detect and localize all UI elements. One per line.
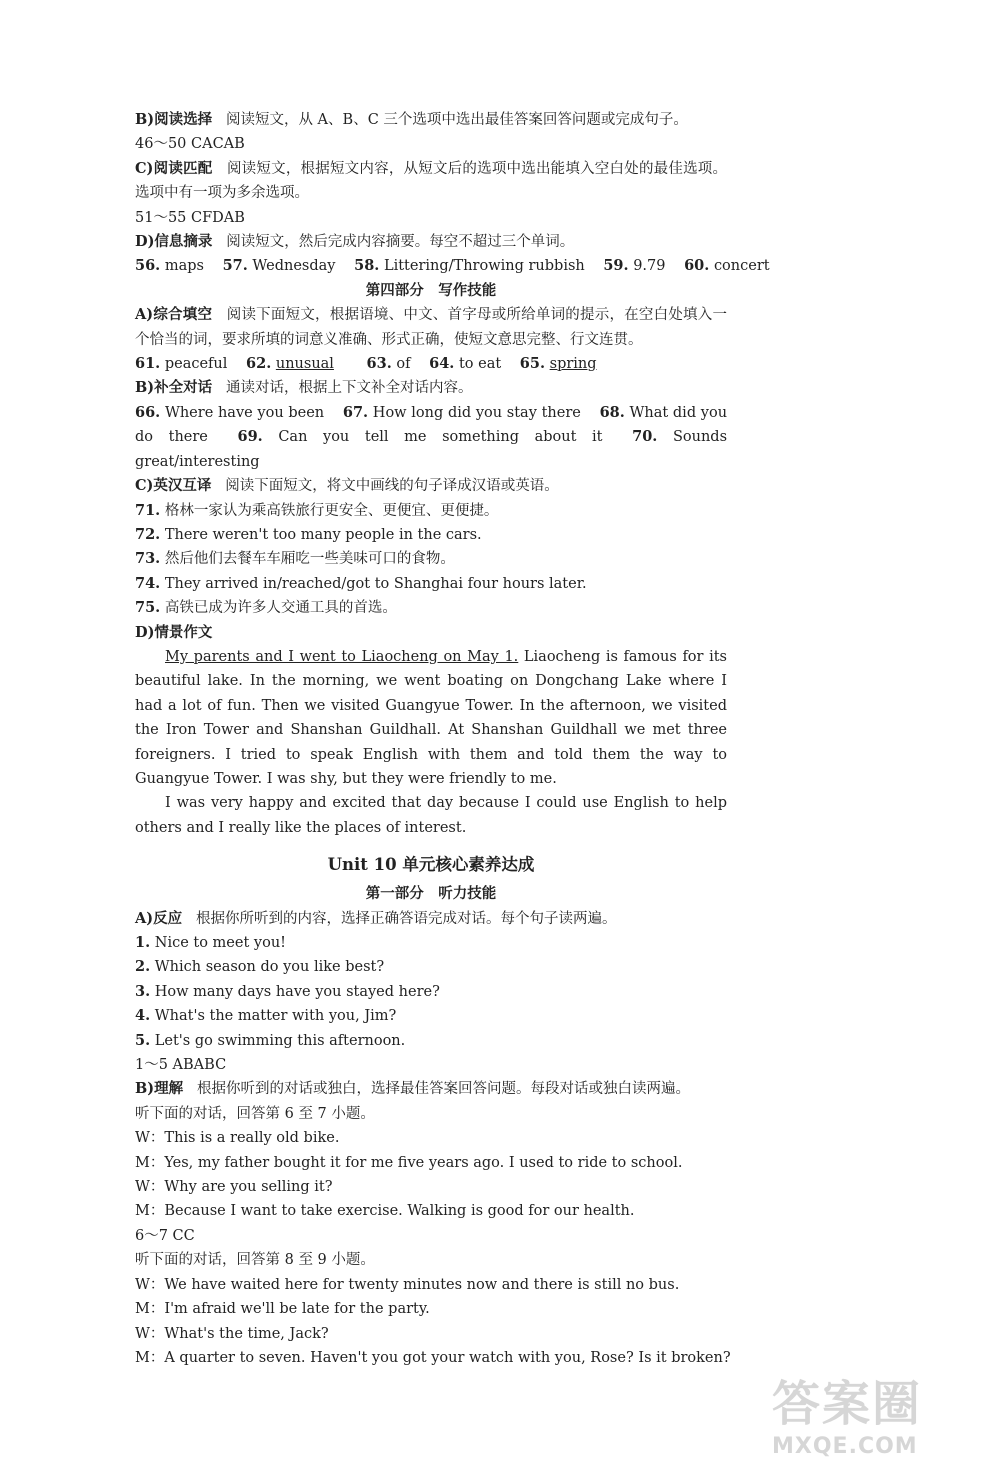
item-number: 65.: [519, 355, 546, 373]
list-item: [135, 547, 727, 571]
item-number: 72.: [135, 525, 161, 543]
site-watermark: [772, 1365, 982, 1465]
essay-paragraph: I was very happy and excited that day because I could use English to help others and I really like the places of interest.: [135, 795, 727, 836]
item-text: What's the matter with you, Jim?: [154, 1008, 397, 1025]
section-instruction: 阅读短文，从 A、B、C 三个选项中选出最佳答案回答问题或完成句子。: [225, 112, 688, 128]
dialog-intro: 听下面的对话，回答第 6 至 7 小题。: [135, 1105, 375, 1122]
item-answer: There weren't too many people in the cars.: [164, 526, 482, 543]
answer-line: 6～7 CC: [135, 1227, 195, 1244]
dialog-line: M：A quarter to seven. Haven't you got your watch with you, Rose? Is it broken?: [135, 1349, 731, 1366]
item-number: 67.: [342, 403, 369, 421]
item-number: 3.: [135, 982, 151, 1000]
item-answer: spring: [549, 356, 597, 373]
answer-line: 51～55 CFDAB: [135, 209, 245, 226]
section-reading-match: [135, 157, 727, 206]
section-label: A)综合填空: [135, 306, 213, 324]
section-instruction: 阅读短文，然后完成内容摘要。每空不超过三个单词。: [226, 234, 575, 251]
item-answer: of: [396, 356, 411, 373]
item-number: 58.: [354, 257, 380, 275]
item-number: 4.: [135, 1007, 151, 1025]
section-cloze: [135, 303, 727, 352]
list-item: [135, 499, 727, 523]
dialog-line: W：What's the time, Jack?: [135, 1325, 329, 1342]
answer-line: [135, 352, 727, 376]
section-instruction: 根据你听到的对话或独白，选择最佳答案回答问题。每段对话或独白读两遍。: [196, 1081, 690, 1098]
list-item: [135, 523, 727, 547]
item-number: 70.: [632, 428, 658, 446]
dialog-line: M：Yes, my father bought it for me five years ago. I used to ride to school.: [135, 1154, 683, 1171]
dialog-intro: 听下面的对话，回答第 8 至 9 小题。: [135, 1252, 375, 1269]
list-item: [135, 572, 727, 596]
section-label: B)阅读选择: [135, 111, 213, 128]
section-label: D)信息摘录: [135, 233, 213, 251]
item-answer: concert: [713, 258, 770, 275]
item-number: 61.: [135, 355, 161, 373]
item-number: 62.: [246, 355, 272, 373]
item-answer: Sounds great/interesting: [135, 429, 728, 470]
item-text: Nice to meet you!: [154, 935, 286, 951]
list-item: [135, 1029, 727, 1053]
dialog-line: W：Why are you selling it?: [135, 1179, 333, 1196]
item-number: 1.: [135, 934, 151, 951]
section-label: B)理解: [135, 1080, 184, 1098]
watermark-logo-text: 答案圈: [772, 1376, 923, 1432]
section-dialog-complete: [135, 376, 727, 400]
answer-line: 1～5 ABABC: [135, 1057, 227, 1074]
item-number: 66.: [135, 403, 161, 421]
answer-line: 46～50 CACAB: [135, 136, 245, 153]
item-number: 74.: [135, 574, 161, 592]
section-instruction: 阅读短文，根据短文内容，从短文后的选项中选出能填入空白处的最佳选项。选项中有一项为多余选项。: [135, 160, 728, 202]
dialog-line: M：Because I want to take exercise. Walking is good for our health.: [135, 1203, 635, 1220]
section-response: [135, 907, 727, 931]
section-translation: [135, 474, 727, 498]
list-item: [135, 931, 727, 955]
section-label: B)补全对话: [135, 379, 213, 397]
item-number: 69.: [237, 428, 263, 446]
section-info-extract: [135, 230, 727, 254]
item-answer: 高铁已成为许多人交通工具的首选。: [164, 600, 397, 617]
item-text: Which season do you like best?: [154, 959, 385, 976]
item-text: How many days have you stayed here?: [154, 983, 440, 1000]
item-answer: Where have you been: [164, 404, 325, 421]
dialog-line: M：I'm afraid we'll be late for the party.: [135, 1301, 430, 1318]
section-instruction: 根据你所听到的内容，选择正确答语完成对话。每个句子读两遍。: [195, 910, 617, 927]
unit-title: Unit 10 单元核心素养达成: [327, 855, 535, 875]
item-number: 73.: [135, 550, 161, 568]
part-title: 第一部分 听力技能: [365, 885, 497, 903]
item-number: 63.: [366, 355, 392, 373]
item-answer: maps: [164, 258, 204, 275]
item-answer: What did you do there: [135, 404, 728, 446]
item-answer: 9.79: [633, 258, 666, 275]
section-comprehension: [135, 1077, 727, 1101]
item-number: 5.: [135, 1031, 151, 1049]
section-instruction: 通读对话，根据上下文补全对话内容。: [225, 380, 473, 397]
item-answer: 格林一家认为乘高铁旅行更安全、更便宜、更便捷。: [164, 502, 499, 519]
section-instruction: 阅读下面短文，将文中画线的句子译成汉语或英语。: [225, 478, 559, 495]
item-number: 57.: [222, 257, 248, 275]
section-reading-choice: [135, 108, 727, 132]
item-answer: Can you tell me something about it: [278, 429, 603, 446]
item-answer: peaceful: [164, 356, 228, 373]
section-instruction: 阅读下面短文，根据语境、中文、首字母或所给单词的提示，在空白处填入一个恰当的词，要求所填的词意义准确、形式正确，使短文意思完整、行文连贯。: [135, 307, 727, 348]
section-label: C)英汉互译: [135, 477, 212, 495]
watermark-domain: MXQE.COM: [772, 1434, 918, 1459]
part-title: 第四部分 写作技能: [365, 281, 497, 299]
answer-line: [135, 254, 770, 278]
item-answer: Littering/Throwing rubbish: [383, 258, 585, 275]
answer-line: [135, 401, 727, 474]
dialog-line: W：We have waited here for twenty minutes now and there is still no bus.: [135, 1276, 680, 1293]
item-number: 71.: [135, 501, 161, 519]
list-item: [135, 980, 727, 1004]
section-label: C)阅读匹配: [135, 159, 213, 177]
dialog-line: W：This is a really old bike.: [135, 1130, 340, 1147]
item-answer: Wednesday: [252, 258, 336, 275]
list-item: [135, 1004, 727, 1028]
item-answer: to eat: [458, 356, 502, 373]
item-number: 68.: [599, 403, 625, 421]
item-answer: They arrived in/reached/got to Shanghai four hours later.: [164, 575, 587, 592]
answer-page: [135, 108, 770, 1370]
list-item: [135, 596, 727, 620]
item-answer: 然后他们去餐车车厢吃一些美味可口的食物。: [164, 551, 455, 568]
item-number: 2.: [135, 958, 151, 976]
essay-underlined-sentence: My parents and I went to Liaocheng on May 1.: [165, 648, 519, 665]
essay-paragraph: [135, 645, 727, 791]
list-item: [135, 955, 727, 979]
essay-text: Liaocheng is famous for its beautiful lake. In the morning, we went boating on Dongchang Lake where I had a lot of fun. Then we visited Guangyue Tower. In the afternoon, we visited the Iron Tower and Shanshan Guildhall. At Shanshan Guildhall we met three foreigners. I tried to speak English with them and told them the way to Guangyue Tower. I was shy, but they were friendly to me.: [135, 648, 727, 787]
section-label: A)反应: [135, 909, 183, 927]
section-label: D)情景作文: [135, 623, 213, 641]
item-number: 59.: [603, 257, 629, 275]
item-answer: How long did you stay there: [372, 404, 581, 421]
item-number: 64.: [429, 355, 455, 373]
item-answer: unusual: [275, 356, 334, 373]
item-number: 56.: [135, 257, 161, 275]
item-text: Let's go swimming this afternoon.: [154, 1032, 406, 1049]
item-number: 75.: [135, 599, 161, 617]
item-number: 60.: [684, 257, 710, 275]
